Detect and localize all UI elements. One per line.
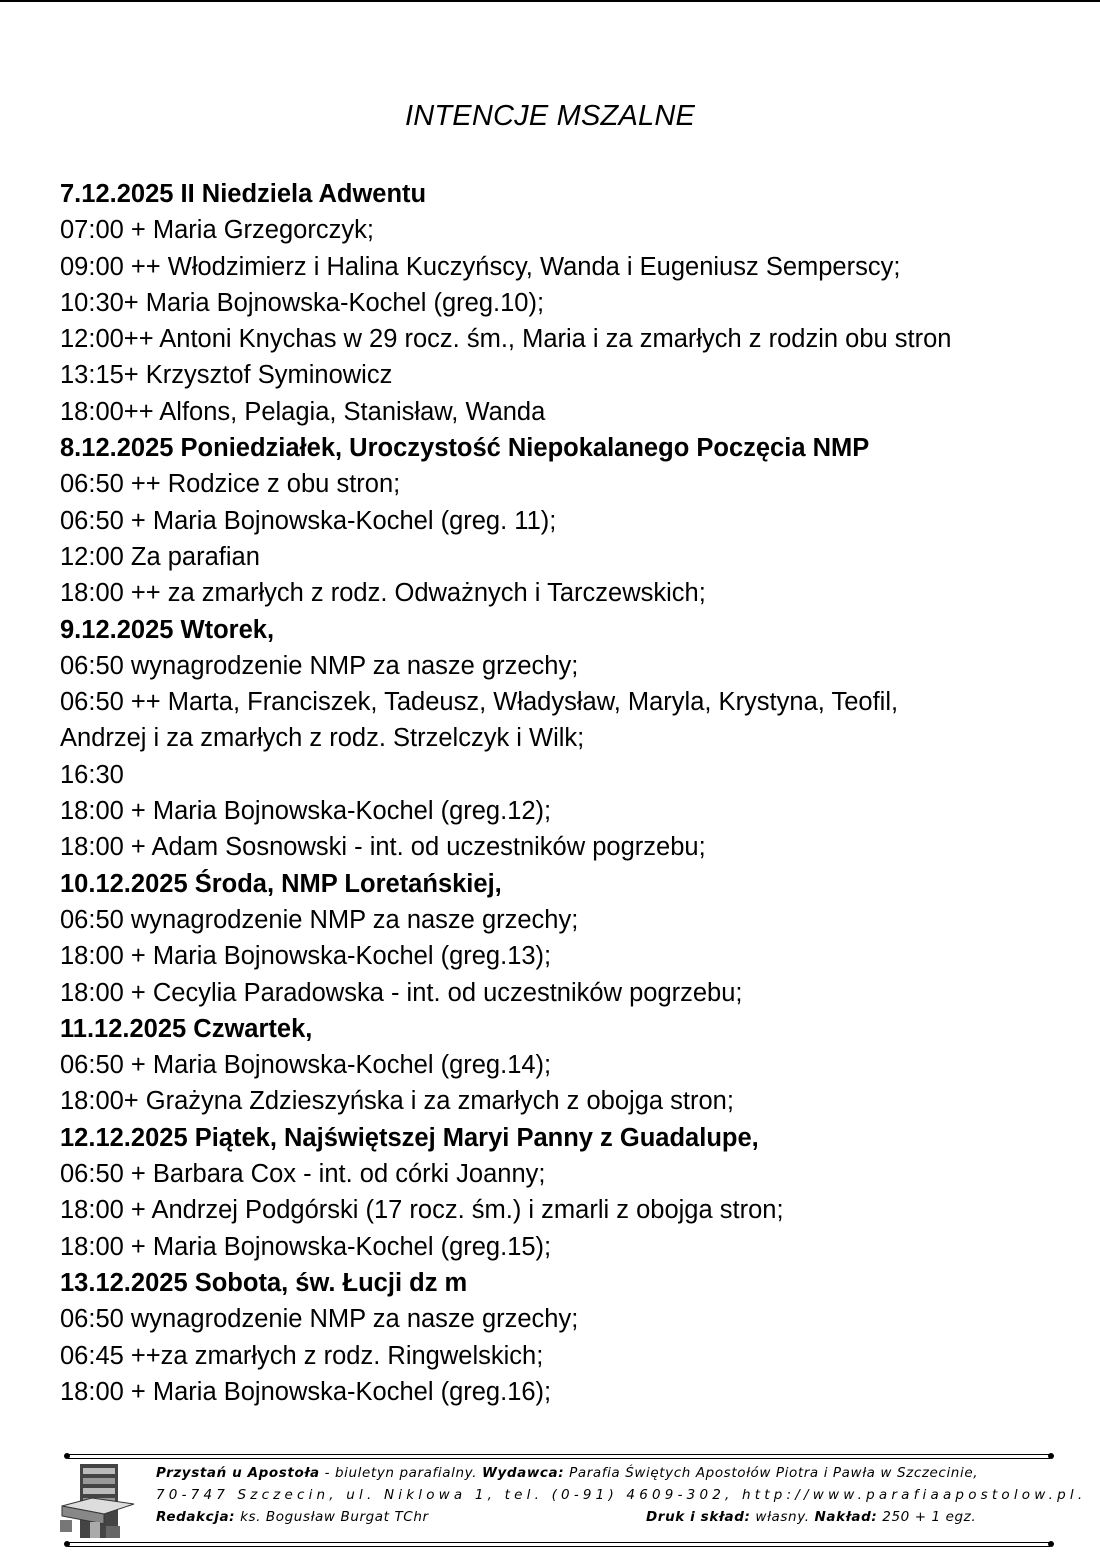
intention-entry: 16:30: [60, 760, 124, 789]
editor-value: ks. Bogusław Burgat TChr: [235, 1509, 429, 1525]
intention-entry: 12:00++ Antoni Knychas w 29 rocz. śm., Maria i za zmarłych z rodzin obu stron: [60, 325, 952, 354]
day-header: 11.12.2025 Czwartek,: [60, 1014, 313, 1043]
intention-entry: 07:00 + Maria Grzegorczyk;: [60, 216, 374, 245]
intention-entry: 13:15+ Krzysztof Syminowicz: [60, 361, 393, 390]
intention-entry: 06:50 + Maria Bojnowska-Kochel (greg.14);: [60, 1051, 552, 1080]
address-line: 70-747 Szczecin, ul. Niklowa 1, tel. (0-91) 4609-302, http://www.parafiaapostolow.pl.: [156, 1487, 1087, 1503]
intention-entry: 18:00+ Grażyna Zdzieszyńska i za zmarłych z obojga stron;: [60, 1087, 734, 1116]
parish-logo-icon: [58, 1462, 138, 1540]
publisher-value: Parafia Świętych Apostołów Piotra i Pawła w Szczecinie,: [564, 1465, 979, 1481]
intention-entry: 18:00 + Adam Sosnowski - int. od uczestników pogrzebu;: [60, 833, 706, 862]
intention-entry: 06:50 ++ Rodzice z obu stron;: [60, 470, 401, 499]
footer-line-1: [156, 1462, 1046, 1484]
intention-entry: 18:00 + Maria Bojnowska-Kochel (greg.15);: [60, 1232, 552, 1261]
intention-entry: Andrzej i za zmarłych z rodz. Strzelczyk i Wilk;: [60, 724, 585, 753]
top-border: [0, 0, 1100, 2]
footer-rule: [68, 1454, 1050, 1455]
intention-entry: 18:00++ Alfons, Pelagia, Stanisław, Wanda: [60, 397, 546, 426]
intention-entry: 06:50 + Maria Bojnowska-Kochel (greg. 11);: [60, 506, 557, 535]
rule-end-dot: [1048, 1541, 1054, 1547]
intention-entry: 06:50 wynagrodzenie NMP za nasze grzechy;: [60, 651, 579, 680]
day-section: [60, 866, 1090, 1011]
intention-entry: 18:00 + Cecylia Paradowska - int. od uczestników pogrzebu;: [60, 978, 743, 1007]
intention-entry: 06:45 ++za zmarłych z rodz. Ringwelskich;: [60, 1341, 544, 1370]
day-section: [60, 1120, 1090, 1265]
day-header: 12.12.2025 Piątek, Najświętszej Maryi Panny z Guadalupe,: [60, 1123, 759, 1152]
print-value: własny.: [750, 1509, 815, 1525]
footer-text: [156, 1462, 1087, 1528]
day-header: 9.12.2025 Wtorek,: [60, 615, 275, 644]
rule-end-dot: [64, 1453, 70, 1459]
intention-entry: 12:00 Za parafian: [60, 542, 260, 571]
intention-entry: 18:00 ++ za zmarłych z rodz. Odważnych i Tarczewskich;: [60, 579, 706, 608]
footer-rule: [68, 1458, 1050, 1459]
intention-entry: 06:50 wynagrodzenie NMP za nasze grzechy;: [60, 905, 579, 934]
intention-entry: 06:50 ++ Marta, Franciszek, Tadeusz, Władysław, Maryla, Krystyna, Teofil,: [60, 688, 899, 717]
circulation-label: Nakład:: [814, 1509, 878, 1525]
intention-entry: 18:00 + Maria Bojnowska-Kochel (greg.13);: [60, 942, 552, 971]
intention-entry: 10:30+ Maria Bojnowska-Kochel (greg.10);: [60, 288, 545, 317]
footer: [58, 1450, 1087, 1550]
publisher-label: Wydawca:: [481, 1465, 565, 1481]
intention-entry: 06:50 wynagrodzenie NMP za nasze grzechy;: [60, 1305, 579, 1334]
page-title: INTENCJE MSZALNE: [404, 100, 695, 132]
rule-end-dot: [64, 1541, 70, 1547]
intentions-list: [60, 176, 1090, 1410]
footer-line-3: [156, 1506, 1046, 1528]
day-section: [60, 1011, 1090, 1120]
circulation-value: 250 + 1 egz.: [877, 1509, 977, 1525]
intention-entry: 18:00 + Andrzej Podgórski (17 rocz. śm.) i zmarli z obojga stron;: [60, 1196, 784, 1225]
intention-entry: 18:00 + Maria Bojnowska-Kochel (greg.16);: [60, 1377, 552, 1406]
day-header: 13.12.2025 Sobota, św. Łucji dz m: [60, 1268, 468, 1297]
day-section: [60, 612, 1090, 866]
day-header: 7.12.2025 II Niedziela Adwentu: [60, 180, 427, 208]
bulletin-desc: - biuletyn parafialny.: [319, 1465, 482, 1481]
intention-entry: 18:00 + Maria Bojnowska-Kochel (greg.12);: [60, 797, 552, 826]
day-header: 8.12.2025 Poniedziałek, Uroczystość Niepokalanego Poczęcia NMP: [60, 434, 870, 463]
intention-entry: 06:50 + Barbara Cox - int. od córki Joanny;: [60, 1160, 546, 1189]
bulletin-name: Przystań u Apostoła: [156, 1465, 320, 1481]
footer-rule: [68, 1542, 1050, 1543]
day-section: [60, 430, 1090, 611]
intention-entry: 09:00 ++ Włodzimierz i Halina Kuczyńscy, Wanda i Eugeniusz Semperscy;: [60, 252, 901, 281]
day-header: 10.12.2025 Środa, NMP Loretańskiej,: [60, 869, 502, 898]
day-section: [60, 1265, 1090, 1410]
day-section: [60, 176, 1090, 430]
print-label: Druk i skład:: [646, 1509, 751, 1525]
rule-end-dot: [1048, 1453, 1054, 1459]
editor-label: Redakcja:: [156, 1509, 236, 1525]
print-info: [646, 1506, 976, 1528]
footer-rule: [68, 1546, 1050, 1547]
